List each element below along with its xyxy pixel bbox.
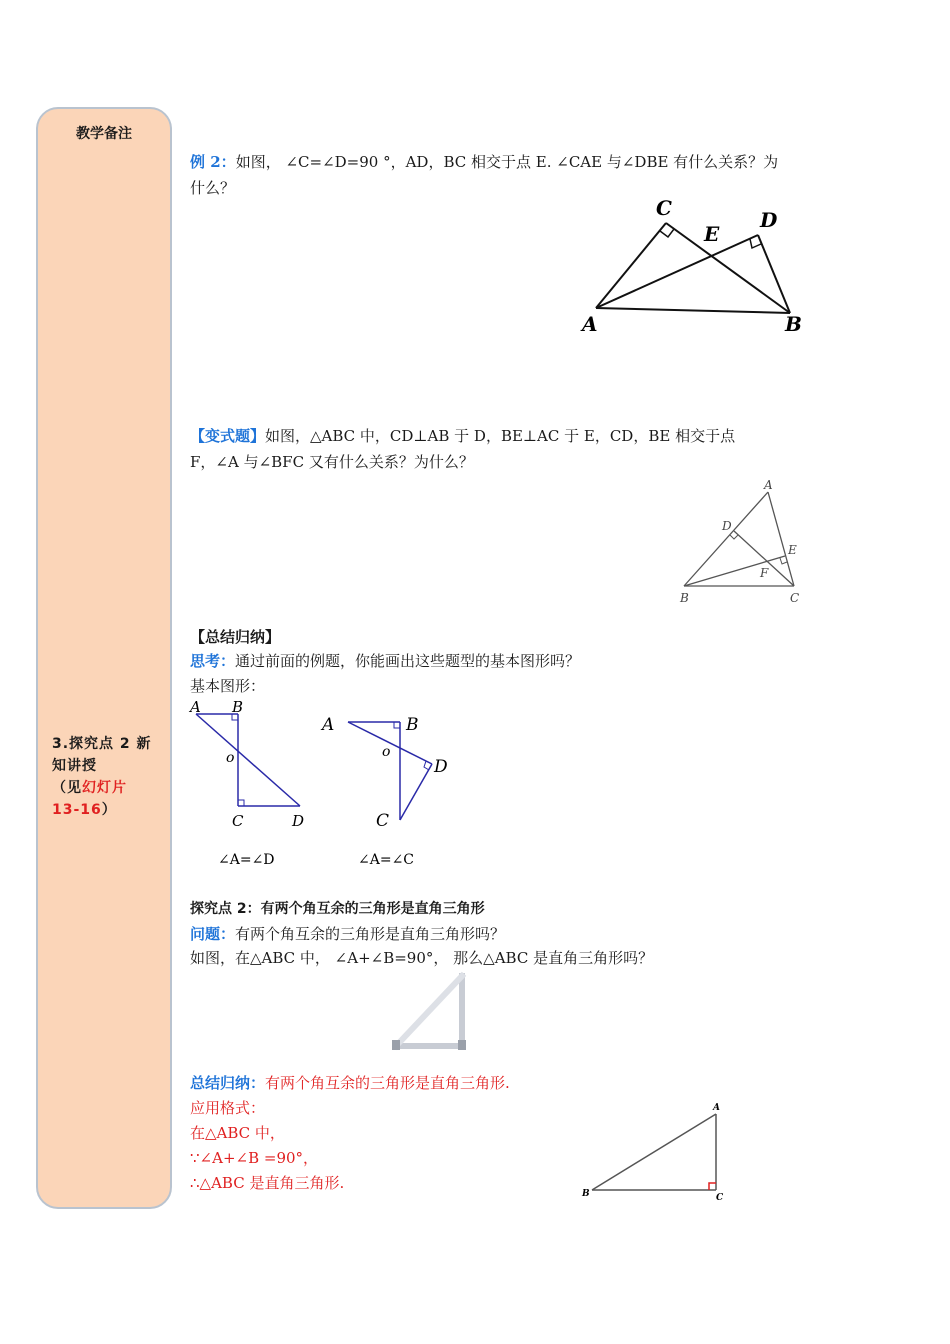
fig1-right-angle-c	[238, 800, 244, 806]
fig2-label-c: C	[376, 811, 390, 831]
slides-reference: 幻灯片 13-16	[52, 780, 127, 818]
format-step1: 在△ABC 中，	[190, 1124, 285, 1142]
question-text: 有两个角互余的三角形是直角三角形吗？	[235, 925, 506, 943]
concl-label-c: C	[716, 1193, 724, 1203]
example2-text1: 如图， ∠C=∠D=90 °，AD，BC 相交于点 E. ∠CAE 与∠DBE 有什么关系？为	[235, 153, 779, 171]
concl-right-angle-c	[709, 1183, 716, 1190]
explore2-heading: 探究点 2：有两个角互余的三角形是直角三角形	[190, 901, 485, 917]
fig2-caption: ∠A=∠C	[358, 852, 415, 868]
label-b: B	[785, 312, 802, 336]
fig2-right-angle-b	[394, 722, 400, 728]
blurred-hypotenuse	[396, 976, 462, 1046]
right-angle-c	[660, 229, 674, 237]
blurred-triangle-figure	[388, 968, 470, 1054]
fig1-label-a: A	[190, 698, 201, 716]
see-open: （见	[52, 780, 82, 796]
fig2-label-o: o	[382, 744, 391, 760]
example2-figure	[580, 195, 810, 340]
format-label: 应用格式：	[190, 1099, 266, 1117]
format-step2: ∵∠A+∠B =90°，	[190, 1149, 319, 1167]
fig1-label-o: o	[226, 750, 235, 766]
fig1-segment-ad	[196, 714, 300, 806]
conclusion-label: 总结归纳：	[190, 1074, 266, 1092]
label-a: A	[582, 312, 598, 336]
fig2-label-b: B	[406, 715, 419, 735]
think-label: 思考：	[190, 652, 236, 670]
example2-label: 例 2	[190, 153, 221, 171]
label-d-small: D	[722, 519, 732, 533]
summary-title: 【总结归纳】	[190, 628, 281, 646]
basic-figure-1	[188, 698, 318, 878]
sidebar-title: 教学备注	[76, 126, 132, 142]
concl-label-b: B	[582, 1189, 590, 1199]
conclusion-line	[190, 1072, 510, 1094]
variant-figure	[676, 478, 816, 608]
fig1-caption: ∠A=∠D	[218, 852, 275, 868]
question-label: 问题：	[190, 925, 236, 943]
teaching-notes-sidebar	[36, 107, 172, 1209]
fig2-segment-dc	[400, 764, 432, 820]
conclusion-text: 有两个角互余的三角形是直角三角形.	[265, 1074, 510, 1092]
concl-label-a: A	[713, 1103, 720, 1113]
label-a-small: A	[764, 478, 773, 492]
question-line	[190, 923, 505, 945]
basic-figures-label: 基本图形：	[190, 677, 266, 695]
see-close: ）	[101, 802, 117, 818]
fig1-label-c: C	[232, 812, 244, 830]
basic-figure-2	[318, 698, 468, 878]
segment-ac	[596, 223, 666, 308]
variant-label: 【变式题】	[190, 427, 266, 445]
label-e-small: E	[788, 543, 797, 557]
label-f-small: F	[760, 566, 769, 580]
think-line	[190, 650, 580, 672]
segment-ab	[596, 308, 790, 313]
variant-line2: F，∠A 与∠BFC 又有什么关系？为什么？	[190, 453, 474, 471]
conclusion-figure	[580, 1098, 730, 1206]
think-text: 通过前面的例题，你能画出这些题型的基本图形吗？	[235, 652, 581, 670]
fig1-label-d: D	[292, 812, 305, 830]
segment-ba	[684, 492, 768, 586]
variant-line1	[190, 425, 735, 447]
section-label-text: 3.探究点 2 新知讲授	[52, 736, 152, 774]
sidebar-section-label	[52, 733, 158, 821]
explore2-figure-text: 如图，在△ABC 中， ∠A+∠B=90°， 那么△ABC 是直角三角形吗？	[190, 949, 654, 967]
segment-ac	[768, 492, 794, 586]
example2-colon: ：	[220, 153, 236, 171]
concl-segment-ba	[592, 1114, 716, 1190]
label-b-small: B	[680, 591, 689, 605]
blurred-vertex-b	[392, 1040, 400, 1050]
right-angle-d-small	[730, 535, 738, 539]
label-c-small: C	[790, 591, 800, 605]
blurred-vertex-c	[458, 1040, 466, 1050]
example2-line1	[190, 151, 778, 173]
fig2-label-a: A	[322, 715, 335, 735]
fig2-label-d: D	[434, 757, 448, 777]
variant-text1: 如图，△ABC 中，CD⊥AB 于 D，BE⊥AC 于 E，CD，BE 相交于点	[265, 427, 736, 445]
segment-be	[684, 556, 785, 586]
fig1-label-b: B	[232, 698, 244, 716]
example2-line2: 什么？	[190, 179, 236, 197]
label-c: C	[656, 196, 672, 220]
label-e: E	[704, 222, 720, 246]
label-d: D	[760, 208, 778, 232]
format-step3: ∴△ABC 是直角三角形.	[190, 1174, 345, 1192]
